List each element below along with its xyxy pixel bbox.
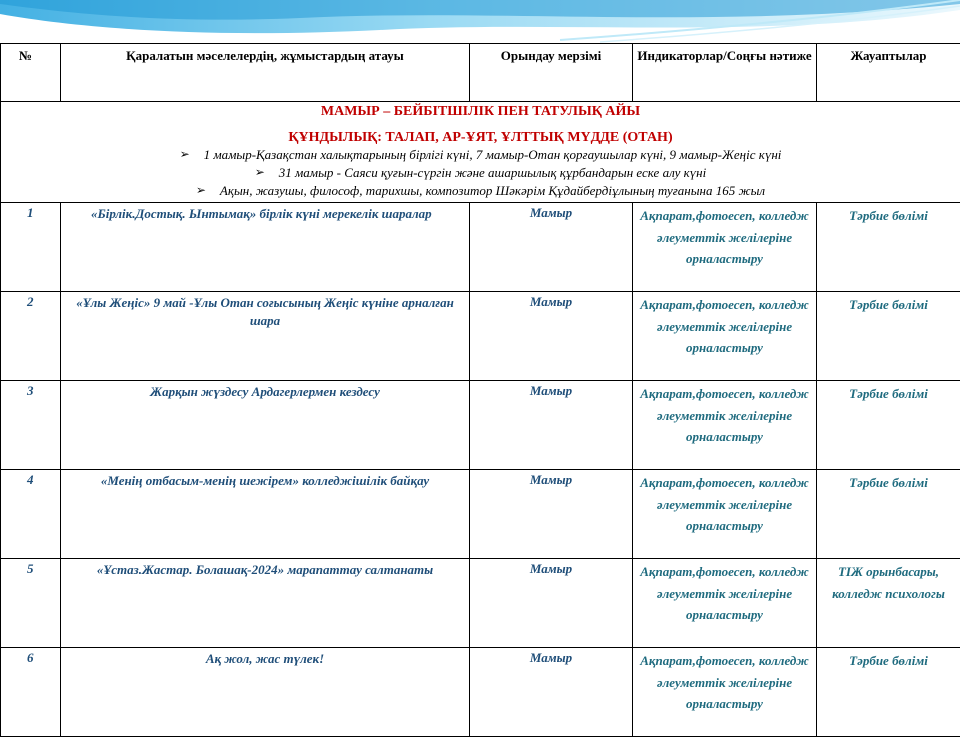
row-responsible: Тәрбие бөлімі xyxy=(817,648,960,737)
row-indicator: Ақпарат,фотоесеп, колледж әлеуметтік желілеріне орналастыру xyxy=(633,292,817,381)
month-section xyxy=(1,103,960,202)
month-title: МАМЫР – БЕЙБІТШІЛІК ПЕН ТАТУЛЫҚ АЙЫ xyxy=(1,103,960,120)
row-indicator: Ақпарат,фотоесеп, колледж әлеуметтік желілеріне орналастыру xyxy=(633,648,817,737)
row-indicator: Ақпарат,фотоесеп, колледж әлеуметтік желілеріне орналастыру xyxy=(633,470,817,559)
row-term: Мамыр xyxy=(470,559,633,648)
row-num: 3 xyxy=(1,381,61,470)
table-row xyxy=(1,381,960,470)
row-title: «Ұлы Жеңіс» 9 май -Ұлы Отан соғысының Жеңіс күніне арналған шара xyxy=(61,292,470,381)
header-term: Орындау мерзімі xyxy=(470,44,633,102)
row-responsible: ТІЖ орынбасары, колледж психологы xyxy=(817,559,960,648)
header-name: Қаралатын мәселелердің, жұмыстардың атауы xyxy=(61,44,470,102)
row-title: «Бірлік.Достық. Ынтымақ» бірлік күні мерекелік шаралар xyxy=(61,203,470,292)
month-section-row xyxy=(1,102,960,203)
row-term: Мамыр xyxy=(470,381,633,470)
header-indicator: Индикаторлар/Соңғы нәтиже xyxy=(633,44,817,102)
header-responsible: Жауаптылар xyxy=(817,44,960,102)
value-line: ҚҰНДЫЛЫҚ: ТАЛАП, АР-ҰЯТ, ҰЛТТЫҚ МҮДДЕ (ОТАН) xyxy=(1,129,960,146)
arrow-bullet-icon: ➢ xyxy=(196,183,206,198)
row-responsible: Тәрбие бөлімі xyxy=(817,381,960,470)
row-num: 4 xyxy=(1,470,61,559)
header-num: № xyxy=(1,44,61,102)
row-num: 1 xyxy=(1,203,61,292)
row-responsible: Тәрбие бөлімі xyxy=(817,203,960,292)
arrow-bullet-icon: ➢ xyxy=(180,147,190,162)
table-row xyxy=(1,203,960,292)
bullet-item: ➢ 31 мамыр - Саяси қуғын-сүргін және ашаршылық құрбандарын еске алу күні xyxy=(255,165,706,180)
arrow-bullet-icon: ➢ xyxy=(255,165,265,180)
row-title: Жарқын жүздесу Ардагерлермен кездесу xyxy=(61,381,470,470)
row-indicator: Ақпарат,фотоесеп, колледж әлеуметтік желілеріне орналастыру xyxy=(633,559,817,648)
plan-table xyxy=(0,43,960,737)
bullet-item: ➢ 1 мамыр-Қазақстан халықтарының бірлігі күні, 7 мамыр-Отан қорғаушылар күні, 9 мамыр-Жеңіс күні xyxy=(180,147,782,162)
row-term: Мамыр xyxy=(470,203,633,292)
table-row xyxy=(1,648,960,737)
row-num: 5 xyxy=(1,559,61,648)
row-num: 6 xyxy=(1,648,61,737)
row-title: «Ұстаз.Жастар. Болашақ-2024» марапаттау салтанаты xyxy=(61,559,470,648)
row-term: Мамыр xyxy=(470,470,633,559)
table-row xyxy=(1,292,960,381)
row-title: Ақ жол, жас түлек! xyxy=(61,648,470,737)
row-num: 2 xyxy=(1,292,61,381)
row-term: Мамыр xyxy=(470,648,633,737)
bullet-item: ➢ Ақын, жазушы, философ, тарихшы, композитор Шәкәрім Құдайбердіұлының туғанына 165 жыл xyxy=(196,183,765,198)
row-indicator: Ақпарат,фотоесеп, колледж әлеуметтік желілеріне орналастыру xyxy=(633,203,817,292)
table-row xyxy=(1,559,960,648)
row-title: «Менің отбасым-менің шежірем» колледжішілік байқау xyxy=(61,470,470,559)
row-term: Мамыр xyxy=(470,292,633,381)
row-responsible: Тәрбие бөлімі xyxy=(817,470,960,559)
row-responsible: Тәрбие бөлімі xyxy=(817,292,960,381)
table-row xyxy=(1,470,960,559)
row-indicator: Ақпарат,фотоесеп, колледж әлеуметтік желілеріне орналастыру xyxy=(633,381,817,470)
table-header-row xyxy=(1,44,960,102)
